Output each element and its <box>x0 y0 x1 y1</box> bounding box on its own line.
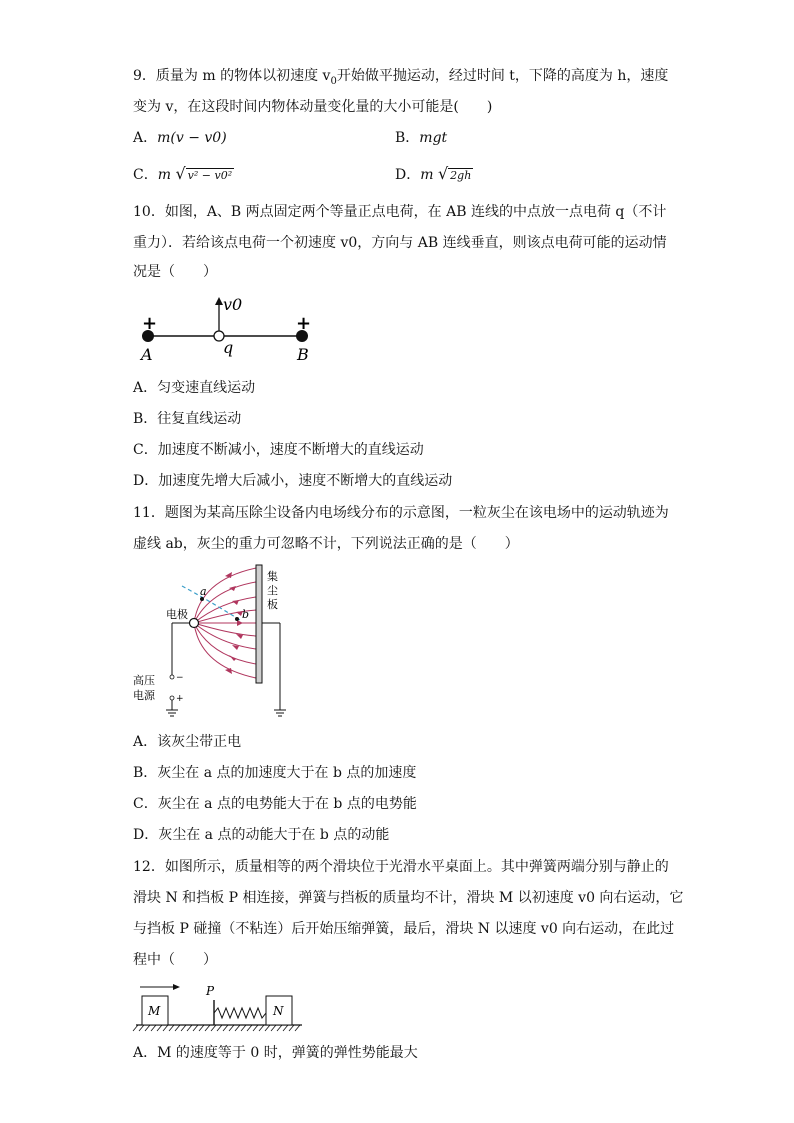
q9-option-b <box>395 128 447 148</box>
q9-option-a-expr: m(v − v0) <box>157 130 227 146</box>
hatch-line <box>163 1025 168 1031</box>
hatch-line <box>265 1025 270 1031</box>
hatch-line <box>145 1025 150 1031</box>
q9-option-b-label: B． <box>395 130 420 146</box>
q10-figure <box>130 290 330 370</box>
hatch-line <box>253 1025 258 1031</box>
label-a: A <box>141 345 153 364</box>
label-b: B <box>297 345 309 364</box>
hatch-line <box>181 1025 186 1031</box>
q9-option-a-label: A． <box>133 130 158 146</box>
collector-plate <box>256 565 262 683</box>
hatch-line <box>247 1025 252 1031</box>
q11-line-1: 11．题图为某高压除尘设备内电场线分布的示意图，一粒灰尘在该电场中的运动轨迹为 <box>133 505 669 521</box>
label-q: q <box>223 338 234 357</box>
q12-line-1: 12．如图所示，质量相等的两个滑块位于光滑水平桌面上。其中弹簧两端分别与静止的 <box>133 859 669 875</box>
q12-line-3: 与挡板 P 碰撞（不粘连）后开始压缩弹簧，最后，滑块 N 以速度 v0 向右运动，在此过 <box>133 921 675 937</box>
hatch-line <box>223 1025 228 1031</box>
label-minus: − <box>176 673 184 683</box>
q9-text-b: 开始做平抛运动，经过时间 t，下降的高度为 h，速度 <box>336 68 669 84</box>
label-plate-1: 集 <box>267 570 278 583</box>
hatch-line <box>133 1025 138 1031</box>
q10-line-1: 10．如图，A、B 两点固定两个等量正点电荷，在 AB 连线的中点放一点电荷 q（不计 <box>133 204 667 220</box>
hatch-line <box>229 1025 234 1031</box>
q9-option-c <box>133 164 234 186</box>
hatch-line <box>277 1025 282 1031</box>
label-electrode: 电极 <box>166 608 188 621</box>
hatch-line <box>235 1025 240 1031</box>
hatch-line <box>271 1025 276 1031</box>
q9-option-d-m: m <box>420 167 434 183</box>
label-power-1: 高压 <box>133 674 155 687</box>
table-hatch <box>133 1025 300 1031</box>
hatch-line <box>205 1025 210 1031</box>
q9-option-d-label: D． <box>395 167 421 183</box>
field-line <box>194 623 256 649</box>
label-b: b <box>242 608 250 621</box>
spring <box>214 1008 266 1018</box>
q11-option-c: C．灰尘在 a 点的电势能大于在 b 点的电势能 <box>133 796 417 812</box>
q11-option-b: B．灰尘在 a 点的加速度大于在 b 点的加速度 <box>133 765 417 781</box>
q9-option-d-radicand: 2gh <box>450 169 472 182</box>
q10-option-d: D．加速度先增大后减小，速度不断增大的直线运动 <box>133 473 453 489</box>
v0-arrow-head <box>215 297 223 305</box>
terminal-minus <box>170 675 174 679</box>
hatch-line <box>295 1025 300 1031</box>
hatch-line <box>289 1025 294 1031</box>
q10-line-3: 况是（ ） <box>133 264 217 280</box>
label-v0: v0 <box>223 295 243 314</box>
q9-text-a: 9．质量为 m 的物体以初速度 v <box>133 68 331 84</box>
sqrt-sign: √ <box>175 164 186 183</box>
label-p: P <box>206 984 215 998</box>
hatch-line <box>259 1025 264 1031</box>
electrode <box>190 619 199 628</box>
label-m: M <box>148 1004 161 1018</box>
hatch-line <box>211 1025 216 1031</box>
q9-option-d <box>395 164 473 186</box>
hatch-line <box>217 1025 222 1031</box>
hatch-line <box>169 1025 174 1031</box>
q9-option-a <box>133 128 227 148</box>
field-line <box>194 623 256 664</box>
hatch-line <box>151 1025 156 1031</box>
q12-line-4: 程中（ ） <box>133 952 217 968</box>
q11-line-2: 虚线 ab，灰尘的重力可忽略不计，下列说法正确的是（ ） <box>133 536 519 552</box>
q11-option-d: D．灰尘在 a 点的动能大于在 b 点的动能 <box>133 827 390 843</box>
label-power-2: 电源 <box>133 689 155 702</box>
plus-sign-b: + <box>296 313 312 334</box>
hatch-line <box>187 1025 192 1031</box>
q9-option-c-label: C． <box>133 167 158 183</box>
sqrt-sign: √ <box>437 164 449 183</box>
velocity-arrow-head <box>173 984 180 990</box>
q11-option-a: A．该灰尘带正电 <box>133 734 242 750</box>
q10-option-c: C．加速度不断减小，速度不断增大的直线运动 <box>133 442 424 458</box>
plate-ground-icon <box>274 710 286 716</box>
q9-line-2: 变为 v，在这段时间内物体动量变化量的大小可能是( ) <box>133 99 493 115</box>
q9-option-b-expr: mgt <box>419 130 448 146</box>
hatch-line <box>241 1025 246 1031</box>
q9-option-c-radicand: v² − v0² <box>187 169 233 182</box>
hatch-line <box>157 1025 162 1031</box>
q12-option-a: A．M 的速度等于 0 时，弹簧的弹性势能最大 <box>133 1045 418 1061</box>
hatch-line <box>175 1025 180 1031</box>
q9-line-1 <box>133 66 668 92</box>
label-plate-3: 板 <box>267 598 278 611</box>
hatch-line <box>199 1025 204 1031</box>
q10-line-2: 重力）．若给该点电荷一个初速度 v0，方向与 AB 连线垂直，则该点电荷可能的运动情 <box>133 235 667 251</box>
q9-option-c-m: m <box>157 167 171 183</box>
q9-subscript: 0 <box>330 75 337 87</box>
label-n: N <box>273 1004 284 1018</box>
terminal-plus <box>170 696 174 700</box>
hatch-line <box>139 1025 144 1031</box>
plus-sign-a: + <box>142 313 158 334</box>
q12-figure <box>130 980 315 1035</box>
label-plus: + <box>176 694 184 704</box>
q10-option-a: A．匀变速直线运动 <box>133 380 256 396</box>
hatch-line <box>283 1025 288 1031</box>
label-plate-2: 尘 <box>267 584 278 597</box>
point-b <box>235 617 239 621</box>
q11-figure <box>130 560 300 725</box>
hatch-line <box>193 1025 198 1031</box>
q12-line-2: 滑块 N 和挡板 P 相连接，弹簧与挡板的质量均不计，滑块 M 以初速度 v0 向右运动，它 <box>133 890 684 906</box>
q10-option-b: B．往复直线运动 <box>133 411 242 427</box>
label-a: a <box>200 585 207 598</box>
source-ground-icon <box>166 710 178 716</box>
